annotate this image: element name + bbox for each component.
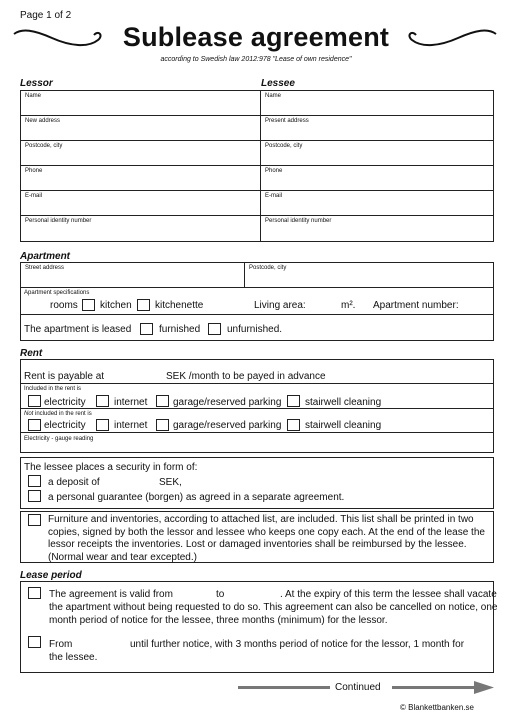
leased-label: The apartment is leased [24, 324, 132, 335]
included-electricity-label: electricity [44, 397, 86, 408]
rent-payable-label: Rent is payable at [24, 371, 105, 382]
rent-divider-1 [20, 383, 494, 384]
apartment-postcode-field[interactable]: Postcode, city [244, 262, 494, 288]
street-address-field[interactable]: Street address [20, 262, 245, 288]
apartment-heading: Apartment [20, 251, 71, 262]
continued-arrow-left-bar [238, 686, 330, 689]
kitchen-checkbox[interactable] [82, 299, 95, 311]
indefinite-term-checkbox[interactable] [28, 636, 41, 648]
rent-per-month-label: SEK /month to be payed in advance [166, 371, 326, 382]
lessee-heading: Lessee [261, 78, 295, 89]
continued-arrow-right-bar [392, 686, 476, 689]
document-title: Sublease agreement [122, 22, 390, 52]
lessee-id-field[interactable]: Personal identity number [260, 215, 494, 242]
excluded-internet-label: internet [114, 420, 148, 431]
lessee-address-field[interactable]: Present address [260, 115, 494, 141]
deposit-label: a deposit of [48, 477, 100, 488]
included-stairwell-label: stairwell cleaning [305, 397, 382, 408]
document-subtitle: according to Swedish law 2012:978 "Lease of own residence" [160, 56, 352, 63]
furnished-label: furnished [159, 324, 201, 335]
until-notice-line-2: the lessee. [49, 652, 98, 663]
unfurnished-checkbox[interactable] [208, 323, 221, 335]
excluded-stairwell-checkbox[interactable] [287, 419, 300, 431]
kitchen-label: kitchen [100, 300, 132, 311]
from-label: From [49, 639, 73, 650]
included-internet-checkbox[interactable] [96, 395, 109, 407]
included-label: Included in the rent is [24, 386, 82, 392]
kitchenette-label: kitchenette [155, 300, 204, 311]
lessor-heading: Lessor [20, 78, 53, 89]
not-included-label: Not included in the rent is [24, 411, 92, 417]
excluded-stairwell-label: stairwell cleaning [305, 420, 382, 431]
excluded-garage-checkbox[interactable] [156, 419, 169, 431]
lessee-postcode-field[interactable]: Postcode, city [260, 140, 494, 166]
arrow-right-icon [474, 681, 494, 694]
excluded-internet-checkbox[interactable] [96, 419, 109, 431]
notice-period-line: month period of notice for the lessee, three months (minimum) for the lessor. [49, 615, 388, 626]
lessor-email-field[interactable]: E-mail [20, 190, 261, 216]
page-number: Page 1 of 2 [20, 10, 72, 21]
brand-footer: © Blankettbanken.se [400, 703, 474, 712]
square-meter-unit: m². [341, 300, 356, 311]
included-internet-label: internet [114, 397, 148, 408]
guarantee-label: a personal guarantee (borgen) as agreed in a separate agreement. [48, 492, 345, 503]
continued-label: Continued [335, 682, 381, 693]
lease-period-heading: Lease period [20, 570, 82, 581]
included-garage-checkbox[interactable] [156, 395, 169, 407]
lessee-phone-field[interactable]: Phone [260, 165, 494, 191]
furniture-checkbox[interactable] [28, 514, 41, 526]
apartment-specs-label: Apartment specifications [24, 290, 90, 296]
unfurnished-label: unfurnished. [227, 324, 283, 335]
gauge-reading-label[interactable]: Electricity - gauge reading [24, 436, 94, 442]
rooms-label: rooms [50, 300, 78, 311]
lessor-name-field[interactable]: Name [20, 90, 261, 116]
deposit-currency: SEK, [159, 477, 182, 488]
expiry-label: . At the expiry of this term the lessee shall vacate [280, 589, 497, 600]
cancel-notice-line: the apartment without being requested to do so. This agreement can also be cancelled on notice, one [49, 602, 498, 613]
furniture-text: Furniture and inventories, according to attached list, are included. This list shall be printed in two copies, signed by both the lessor and lessee who keeps one copy each. At the end of the lease the lessor receipts the inventories. Lost or damaged inventories shall be reimbursed by the lessee. (Normal wear and tear excepted.) [48, 514, 485, 563]
guarantee-checkbox[interactable] [28, 490, 41, 502]
furnished-checkbox[interactable] [140, 323, 153, 335]
excluded-garage-label: garage/reserved parking [173, 420, 282, 431]
excluded-electricity-label: electricity [44, 420, 86, 431]
included-garage-label: garage/reserved parking [173, 397, 282, 408]
apartment-number-label: Apartment number: [373, 300, 459, 311]
rent-heading: Rent [20, 348, 43, 359]
until-notice-line: until further notice, with 3 months period of notice for the lessor, 1 month for [130, 639, 465, 650]
included-electricity-checkbox[interactable] [28, 395, 41, 407]
security-label: The lessee places a security in form of: [24, 462, 198, 473]
lessee-name-field[interactable]: Name [260, 90, 494, 116]
excluded-electricity-checkbox[interactable] [28, 419, 41, 431]
lessor-postcode-field[interactable]: Postcode, city [20, 140, 261, 166]
kitchenette-checkbox[interactable] [137, 299, 150, 311]
apartment-divider [20, 314, 494, 315]
lessor-id-field[interactable]: Personal identity number [20, 215, 261, 242]
valid-from-label: The agreement is valid from [49, 589, 173, 600]
included-stairwell-checkbox[interactable] [287, 395, 300, 407]
valid-to-label: to [216, 589, 225, 600]
living-area-label: Living area: [254, 300, 306, 311]
lessee-email-field[interactable]: E-mail [260, 190, 494, 216]
rent-divider-3 [20, 432, 494, 433]
lessor-address-field[interactable]: New address [20, 115, 261, 141]
lessor-phone-field[interactable]: Phone [20, 165, 261, 191]
rent-divider-2 [20, 408, 494, 409]
fixed-term-checkbox[interactable] [28, 587, 41, 599]
deposit-checkbox[interactable] [28, 475, 41, 487]
